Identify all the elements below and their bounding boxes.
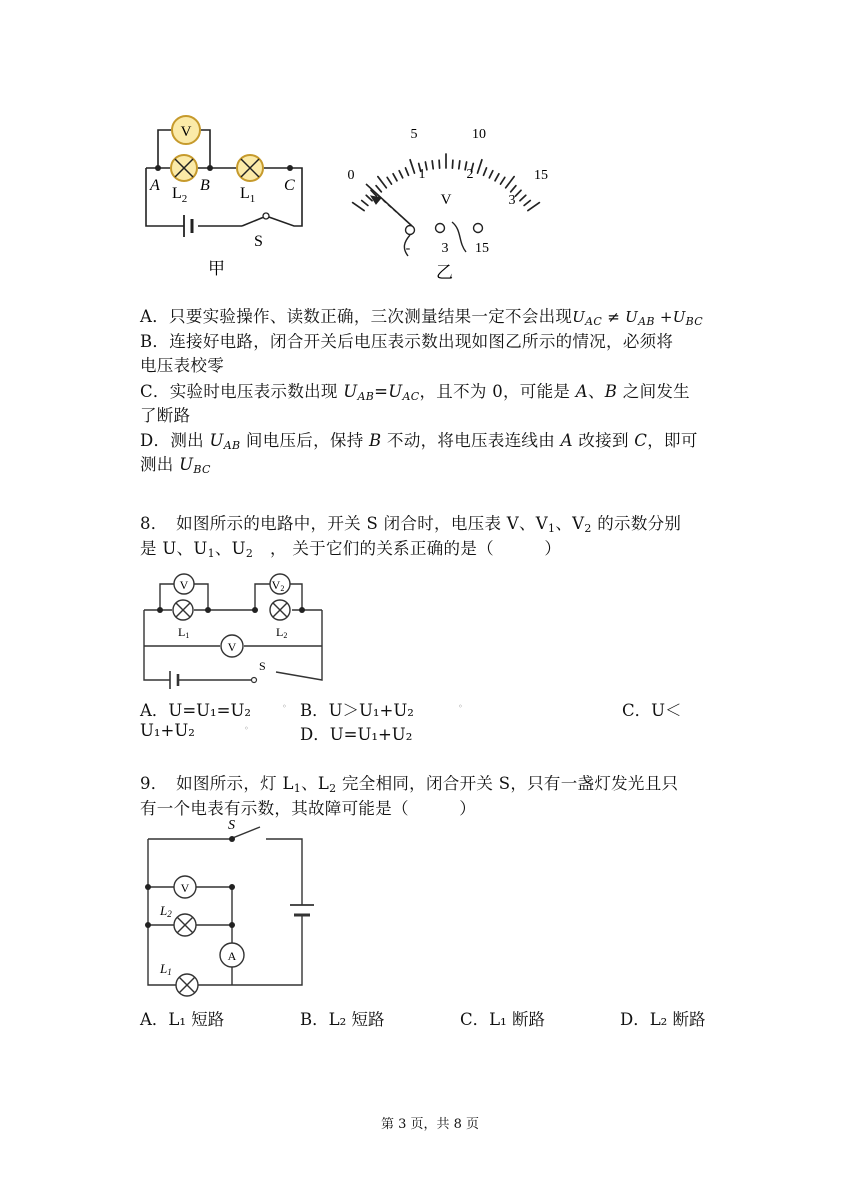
q7-option-a: A．只要实验操作、读数正确，三次测量结果一定不会出现$U_{AC} \ne U_{AB} +U_{BC}$ bbox=[140, 307, 703, 328]
dial-tick bbox=[399, 171, 403, 178]
terminal-3 bbox=[436, 224, 445, 233]
q8-lamp-l1-label: L bbox=[178, 625, 186, 639]
lamp2-sub: 2 bbox=[181, 193, 188, 205]
svg-text:L1 bbox=[159, 961, 172, 977]
dial-tick bbox=[516, 190, 522, 196]
q9-switch-label: S bbox=[228, 818, 235, 833]
dial-tick bbox=[387, 177, 391, 184]
q8-lamp-l1-sub: 1 bbox=[185, 631, 190, 640]
dial-tick bbox=[406, 168, 409, 175]
dial-tick bbox=[393, 174, 397, 181]
terminal-15 bbox=[474, 224, 483, 233]
q9-stem-line1: 9． 如图所示，灯 $L_1$、$L_2$ 完全相同，闭合开关 S，只有一盏灯发光且只 bbox=[140, 774, 679, 795]
q8-lamp-l2-label: L bbox=[276, 625, 284, 639]
point-b-label: B bbox=[200, 177, 210, 194]
q9-stem-line2: 有一个电表有示数，其故障可能是（ ） bbox=[140, 799, 476, 818]
svg-text:L2 bbox=[159, 903, 172, 919]
point-c-label: C bbox=[284, 177, 295, 194]
q8-circuit-figure bbox=[142, 570, 327, 690]
page-footer: 第 3 页，共 8 页 bbox=[380, 1117, 480, 1132]
dial-tick bbox=[501, 177, 505, 184]
q8-stem-line2: 是 U、$U_1$、$U_2$ ， 关于它们的关系正确的是（ ） bbox=[140, 539, 562, 560]
q8-lamp-l2-sub: 2 bbox=[283, 631, 288, 640]
figure-yi-voltmeter-dial bbox=[340, 118, 560, 283]
lamp-l2-symbol bbox=[171, 155, 197, 181]
dial-tick bbox=[410, 160, 414, 173]
dial-tick bbox=[520, 195, 526, 200]
switch-label: S bbox=[254, 233, 263, 250]
q8-option-b: B．U＞U₁+U₂ bbox=[300, 701, 414, 720]
voltmeter-label: V bbox=[180, 124, 192, 140]
figure-jia-caption: 甲 bbox=[208, 259, 225, 278]
q9-option-c: C．L₁ 断路 bbox=[460, 1010, 545, 1029]
dial-top-scale bbox=[348, 127, 549, 183]
dial-tick bbox=[425, 162, 427, 170]
lamp1-sub: 1 bbox=[249, 193, 256, 205]
voltmeter-symbol bbox=[172, 116, 200, 144]
dial-tick bbox=[432, 161, 433, 169]
dial-tick bbox=[459, 161, 460, 169]
figure-jia-circuit bbox=[130, 110, 330, 280]
q7-option-c-line2: 了断路 bbox=[140, 406, 191, 425]
dial-tick bbox=[478, 160, 482, 173]
q7-option-d-line1: D．测出 $U_{AB}$ 间电压后，保持 B 不动，将电压表连线由 A 改接到 C，即可 bbox=[140, 431, 698, 452]
dial-tick bbox=[362, 201, 368, 206]
q8-dot-c: ◦ bbox=[244, 724, 249, 733]
svg-text:L1 bbox=[178, 625, 189, 640]
q9-ammeter-label: A bbox=[227, 949, 237, 963]
scale-top-10: 10 bbox=[472, 127, 486, 142]
terminal-label-3: 3 bbox=[441, 241, 449, 256]
q7-option-d-line2: 测出 $U_{BC}$ bbox=[140, 455, 211, 476]
dial-tick bbox=[506, 177, 514, 188]
svg-text:L1 bbox=[240, 185, 255, 205]
terminal-negative bbox=[406, 226, 415, 235]
q9-lamp-l1-label: L bbox=[160, 961, 168, 976]
terminal-label-15: 15 bbox=[475, 241, 489, 256]
q9-lamp-l2-label: L bbox=[160, 903, 168, 918]
svg-text:L2 bbox=[172, 185, 187, 205]
lamp1-label: L bbox=[240, 185, 250, 202]
dial-tick bbox=[452, 160, 453, 168]
q9-option-a: A．L₁ 短路 bbox=[140, 1010, 225, 1029]
q8-switch-label: S bbox=[259, 659, 266, 673]
q8-voltmeter-v2-sub: 2 bbox=[280, 584, 285, 593]
scale-bottom-3: 3 bbox=[508, 193, 516, 208]
dial-tick bbox=[495, 174, 499, 181]
terminal-label-negative: - bbox=[405, 241, 411, 256]
dial-tick bbox=[484, 168, 487, 175]
scale-top-5: 5 bbox=[410, 127, 418, 142]
q9-lamp-l2-sub: 2 bbox=[167, 909, 172, 919]
lamp2-label: L bbox=[172, 185, 182, 202]
dial-tick bbox=[378, 177, 386, 188]
q8-dot-a: ◦ bbox=[282, 702, 287, 711]
figure-yi-caption: 乙 bbox=[436, 263, 453, 282]
dial-tick bbox=[528, 203, 540, 211]
q8-voltmeter-main-label: V bbox=[227, 640, 237, 654]
q9-circuit-figure bbox=[142, 815, 317, 1005]
q8-voltmeter-v-label: V bbox=[179, 578, 189, 592]
q7-option-c-line1: C．实验时电压表示数出现 $U_{AB}=U_{AC}$，且不为 0，可能是 A、B 之间发生 bbox=[140, 382, 690, 403]
q9-lamp-l1-sub: 1 bbox=[167, 967, 172, 977]
q8-option-c-part2: U₁+U₂ bbox=[140, 721, 195, 740]
scale-bottom-2: 2 bbox=[466, 167, 474, 182]
q8-option-a: A．U=U₁=U₂ bbox=[140, 701, 252, 720]
lamp-l1-symbol bbox=[237, 155, 263, 181]
q7-option-b-line1: B．连接好电路，闭合开关后电压表示数出现如图乙所示的情况，必须将 bbox=[140, 332, 674, 351]
dial-bottom-scale bbox=[419, 167, 516, 208]
dial-tick bbox=[439, 160, 440, 168]
q7-a-formula: $U_{AC} \ne U_{AB} +U_{BC}$ bbox=[572, 308, 703, 328]
dial-tick bbox=[524, 201, 530, 206]
q7-option-b-line2: 电压表校零 bbox=[140, 356, 224, 375]
q9-voltmeter-label: V bbox=[180, 881, 190, 895]
dial-tick bbox=[376, 186, 381, 192]
svg-text:L2 bbox=[276, 625, 287, 640]
q8-option-d: D．U=U₁+U₂ bbox=[300, 725, 413, 744]
dial-pointer bbox=[366, 184, 412, 226]
dial-unit: V bbox=[440, 192, 452, 208]
scale-top-0: 0 bbox=[347, 168, 355, 183]
q9-option-d: D．L₂ 断路 bbox=[620, 1010, 706, 1029]
q8-voltmeter-v2-label: V bbox=[271, 578, 281, 592]
dial-tick bbox=[489, 171, 493, 178]
q9-option-b: B．L₂ 短路 bbox=[300, 1010, 385, 1029]
dial-tick bbox=[353, 203, 365, 211]
q8-stem-line1: 8． 如图所示的电路中，开关 S 闭合时，电压表 V、$V_1$、$V_2$ 的示数分别 bbox=[140, 514, 682, 535]
dial-tick bbox=[511, 186, 516, 192]
q8-option-c-part1: C．U＜ bbox=[622, 701, 682, 720]
q8-dot-b: ◦ bbox=[458, 702, 463, 711]
scale-top-15: 15 bbox=[534, 168, 548, 183]
scale-bottom-1: 1 bbox=[418, 167, 426, 182]
point-a-label: A bbox=[150, 177, 160, 194]
